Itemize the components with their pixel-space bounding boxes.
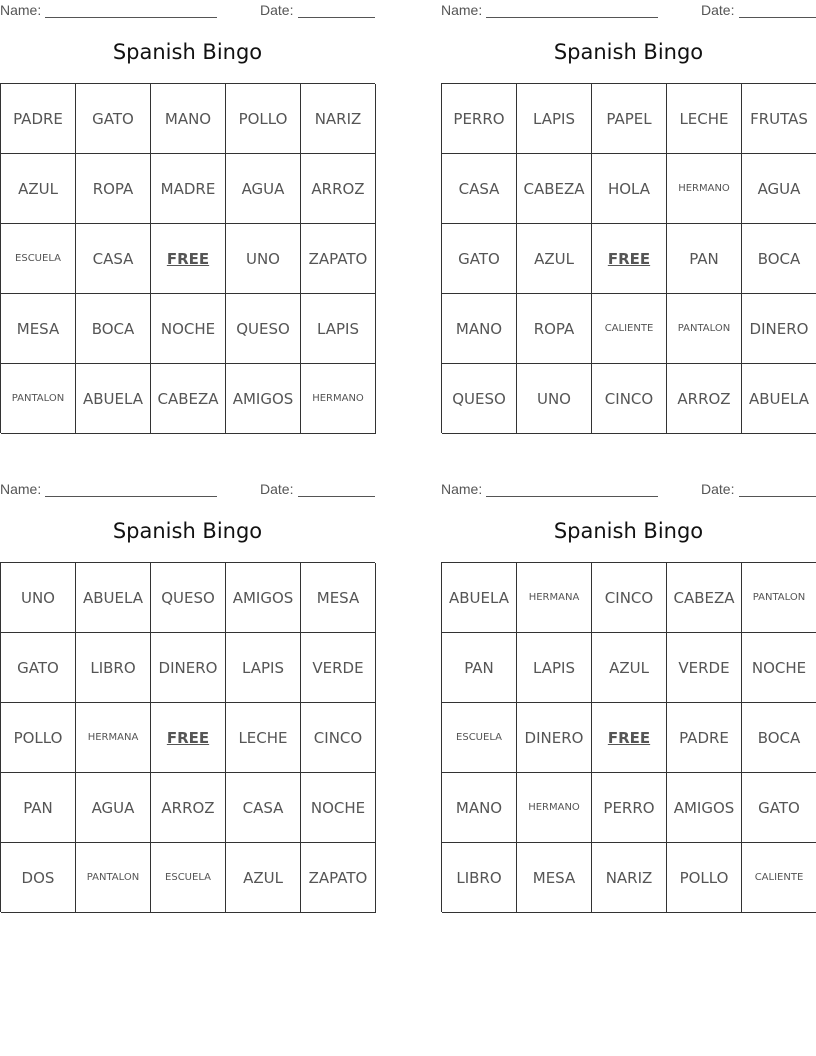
bingo-cell: ZAPATO (301, 843, 376, 913)
date-line (739, 496, 816, 497)
bingo-cell: VERDE (301, 633, 376, 703)
card-header (441, 481, 816, 499)
date-line (298, 496, 375, 497)
bingo-cell: PAN (1, 773, 76, 843)
bingo-cell: GATO (76, 84, 151, 154)
name-line (45, 496, 217, 497)
name-label: Name: (441, 2, 483, 18)
bingo-cell: CINCO (301, 703, 376, 773)
bingo-cell: AZUL (226, 843, 301, 913)
bingo-cell: LAPIS (226, 633, 301, 703)
bingo-cell: PERRO (592, 773, 667, 843)
bingo-cell: HERMANO (301, 364, 376, 434)
bingo-cell: LAPIS (517, 84, 592, 154)
bingo-cell: HERMANO (517, 773, 592, 843)
bingo-cell: PADRE (1, 84, 76, 154)
bingo-cell: VERDE (667, 633, 742, 703)
card-title: Spanish Bingo (112, 40, 263, 64)
bingo-cell: HERMANO (667, 154, 742, 224)
bingo-cell: LIBRO (76, 633, 151, 703)
bingo-cell: GATO (1, 633, 76, 703)
bingo-cell: MESA (517, 843, 592, 913)
date-line (739, 17, 816, 18)
bingo-cell: FRUTAS (742, 84, 816, 154)
bingo-cell: CINCO (592, 563, 667, 633)
bingo-cell: BOCA (742, 224, 816, 294)
bingo-cell: CALIENTE (592, 294, 667, 364)
bingo-cell: ESCUELA (1, 224, 76, 294)
bingo-cell: PANTALON (742, 563, 816, 633)
bingo-cell: POLLO (226, 84, 301, 154)
name-label: Name: (0, 2, 42, 18)
bingo-cell: HERMANA (76, 703, 151, 773)
bingo-cell: DINERO (517, 703, 592, 773)
card-header (0, 2, 375, 20)
bingo-cell: PADRE (667, 703, 742, 773)
bingo-cell: QUESO (442, 364, 517, 434)
bingo-grid (441, 83, 816, 433)
name-label: Name: (441, 481, 483, 497)
bingo-cell: AMIGOS (667, 773, 742, 843)
bingo-card-1 (0, 0, 375, 435)
bingo-cell: AGUA (742, 154, 816, 224)
bingo-cell: AMIGOS (226, 364, 301, 434)
bingo-cell: MADRE (151, 154, 226, 224)
bingo-cell: ARROZ (667, 364, 742, 434)
bingo-cell: GATO (442, 224, 517, 294)
bingo-cell: UNO (226, 224, 301, 294)
card-header (441, 2, 816, 20)
bingo-cell: ABUELA (442, 563, 517, 633)
bingo-cell: ROPA (517, 294, 592, 364)
bingo-cell: AZUL (1, 154, 76, 224)
bingo-cell: GATO (742, 773, 816, 843)
bingo-cell: ARROZ (301, 154, 376, 224)
bingo-cell: NARIZ (301, 84, 376, 154)
bingo-cell: ESCUELA (151, 843, 226, 913)
bingo-cell: ESCUELA (442, 703, 517, 773)
bingo-cell: CABEZA (517, 154, 592, 224)
bingo-cell: POLLO (667, 843, 742, 913)
bingo-cell: PAPEL (592, 84, 667, 154)
bingo-cell: UNO (517, 364, 592, 434)
bingo-cell: LIBRO (442, 843, 517, 913)
bingo-card-4 (441, 479, 816, 914)
bingo-cell: AZUL (592, 633, 667, 703)
name-line (486, 17, 658, 18)
bingo-cell: MESA (1, 294, 76, 364)
bingo-cell: NARIZ (592, 843, 667, 913)
bingo-cell: DINERO (742, 294, 816, 364)
bingo-cell: QUESO (151, 563, 226, 633)
free-space: FREE (592, 224, 667, 294)
bingo-cell: HOLA (592, 154, 667, 224)
name-line (486, 496, 658, 497)
bingo-grid (0, 83, 375, 433)
bingo-cell: CALIENTE (742, 843, 816, 913)
bingo-card-2 (441, 0, 816, 435)
bingo-cell: HERMANA (517, 563, 592, 633)
bingo-cell: AZUL (517, 224, 592, 294)
bingo-cell: POLLO (1, 703, 76, 773)
date-label: Date: (260, 481, 294, 497)
bingo-cell: ABUELA (76, 563, 151, 633)
name-line (45, 17, 217, 18)
bingo-cell: ABUELA (742, 364, 816, 434)
bingo-cell: CASA (76, 224, 151, 294)
bingo-cell: QUESO (226, 294, 301, 364)
bingo-grid (0, 562, 375, 912)
bingo-cell: AGUA (76, 773, 151, 843)
bingo-cell: CABEZA (151, 364, 226, 434)
bingo-cell: MANO (442, 294, 517, 364)
card-title: Spanish Bingo (553, 40, 704, 64)
name-label: Name: (0, 481, 42, 497)
bingo-cell: DOS (1, 843, 76, 913)
bingo-cell: NOCHE (301, 773, 376, 843)
bingo-cell: PANTALON (76, 843, 151, 913)
bingo-cell: PAN (667, 224, 742, 294)
bingo-cell: CINCO (592, 364, 667, 434)
card-header (0, 481, 375, 499)
bingo-grid (441, 562, 816, 912)
bingo-cell: AGUA (226, 154, 301, 224)
bingo-cell: BOCA (76, 294, 151, 364)
bingo-cell: MESA (301, 563, 376, 633)
bingo-cell: PANTALON (667, 294, 742, 364)
bingo-cell: NOCHE (742, 633, 816, 703)
bingo-cell: PANTALON (1, 364, 76, 434)
bingo-cell: PAN (442, 633, 517, 703)
bingo-cell: LECHE (667, 84, 742, 154)
date-line (298, 17, 375, 18)
bingo-cell: AMIGOS (226, 563, 301, 633)
bingo-cell: MANO (151, 84, 226, 154)
bingo-cell: LAPIS (517, 633, 592, 703)
date-label: Date: (701, 481, 735, 497)
date-label: Date: (701, 2, 735, 18)
free-space: FREE (151, 703, 226, 773)
bingo-cell: PERRO (442, 84, 517, 154)
bingo-cell: UNO (1, 563, 76, 633)
free-space: FREE (592, 703, 667, 773)
card-title: Spanish Bingo (112, 519, 263, 543)
bingo-cell: LAPIS (301, 294, 376, 364)
bingo-cell: ABUELA (76, 364, 151, 434)
bingo-cell: ZAPATO (301, 224, 376, 294)
bingo-cell: NOCHE (151, 294, 226, 364)
bingo-cell: CABEZA (667, 563, 742, 633)
bingo-cell: BOCA (742, 703, 816, 773)
date-label: Date: (260, 2, 294, 18)
free-space: FREE (151, 224, 226, 294)
bingo-cell: ARROZ (151, 773, 226, 843)
bingo-cell: DINERO (151, 633, 226, 703)
bingo-card-3 (0, 479, 375, 914)
bingo-cell: CASA (442, 154, 517, 224)
bingo-cell: MANO (442, 773, 517, 843)
card-title: Spanish Bingo (553, 519, 704, 543)
bingo-cell: ROPA (76, 154, 151, 224)
bingo-cell: CASA (226, 773, 301, 843)
bingo-cell: LECHE (226, 703, 301, 773)
